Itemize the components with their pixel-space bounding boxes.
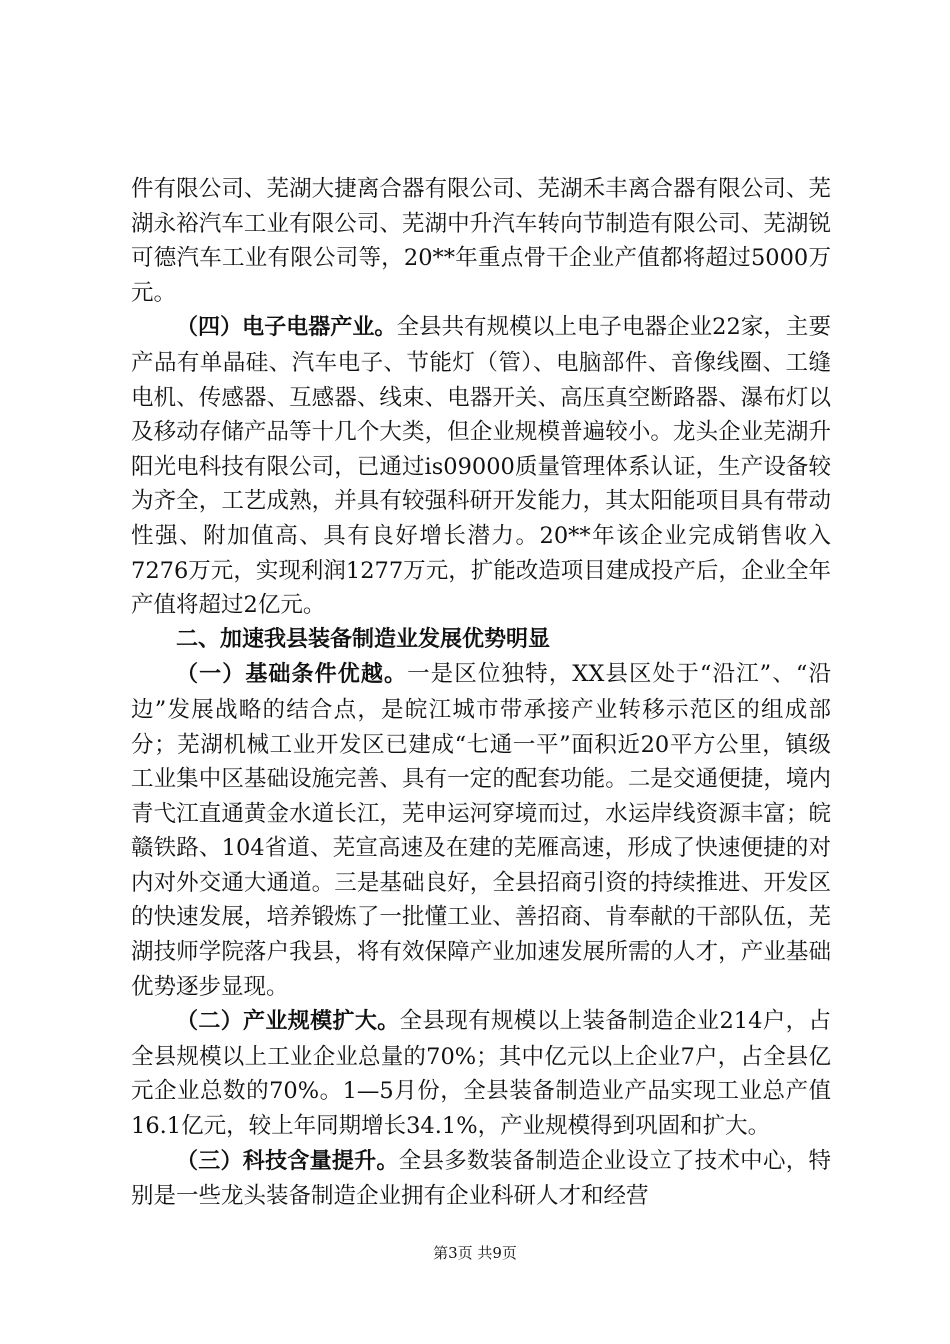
paragraph-basic-conditions (131, 657, 831, 1004)
paragraph-tech-content (131, 1144, 831, 1214)
section-heading: 二、加速我县装备制造业发展优势明显 (176, 626, 551, 652)
paragraph-lead: （三）科技含量提升。 (176, 1148, 399, 1174)
page-footer: 第3页 共9页 (433, 1244, 517, 1262)
paragraph-text: 一是区位独特，XX县区处于“沿江”、“沿边”发展战略的结合点，是皖江城市带承接产业转移示范区的组成部分；芜湖机械工业开发区已建成“七通一平”面积近20平方公里，镇级工业集中区基础设施完善、具有一定的配套功能。二是交通便捷，境内青弋江直通黄金水道长江，芜申运河穿境而过，水运岸线资源丰富；皖赣铁路、104省道、芜宣高速及在建的芜雁高速，形成了快速便捷的对内对外交通大通道。三是基础良好，全县招商引资的持续推进、开发区的快速发展，培养锻炼了一批懂工业、善招商、肯奉献的干部队伍，芜湖技师学院落户我县，将有效保障产业加速发展所需的人才，产业基础优势逐步显现。 (131, 661, 831, 1000)
paragraph-text: 全县共有规模以上电子电器企业22家，主要产品有单晶硅、汽车电子、节能灯（管）、电脑部件、音像线圈、工缝电机、传感器、互感器、线束、电器开关、高压真空断路器、瀑布灯以及移动存储产品等十几个大类，但企业规模普遍较小。龙头企业芜湖升阳光电科技有限公司，已通过is09000质量管理体系认证，生产设备较为齐全，工艺成熟，并具有较强科研开发能力，其太阳能项目具有带动性强、附加值高、具有良好增长潜力。20**年该企业完成销售收入7276万元，实现利润1277万元，扩能改造项目建成投产后，企业全年产值将超过2亿元。 (131, 314, 831, 619)
paragraph-industry-scale (131, 1004, 831, 1143)
paragraph-text: 件有限公司、芜湖大捷离合器有限公司、芜湖禾丰离合器有限公司、芜湖永裕汽车工业有限公司、芜湖中升汽车转向节制造有限公司、芜湖锐可德汽车工业有限公司等，20**年重点骨干企业产值都将超过5000万元。 (131, 176, 831, 306)
paragraph-lead: （四）电子电器产业。 (176, 315, 397, 341)
paragraph-continuation (131, 172, 831, 310)
paragraph-text: 全县多数装备制造企业设立了技术中心，特别是一些龙头装备制造企业拥有企业科研人才和经营 (131, 1147, 831, 1210)
paragraph-text: 全县现有规模以上装备制造企业214户，占全县规模以上工业企业总量的70%；其中亿元以上企业7户，占全县亿元企业总数的70%。1—5月份，全县装备制造业产品实现工业总产值16.1亿元，较上年同期增长34.1%，产业规模得到巩固和扩大。 (131, 1008, 831, 1140)
paragraph-lead: （二）产业规模扩大。 (176, 1009, 400, 1035)
paragraph-lead: （一）基础条件优越。 (176, 662, 408, 688)
paragraph-electronics-industry (131, 310, 831, 622)
document-body (131, 172, 831, 1214)
